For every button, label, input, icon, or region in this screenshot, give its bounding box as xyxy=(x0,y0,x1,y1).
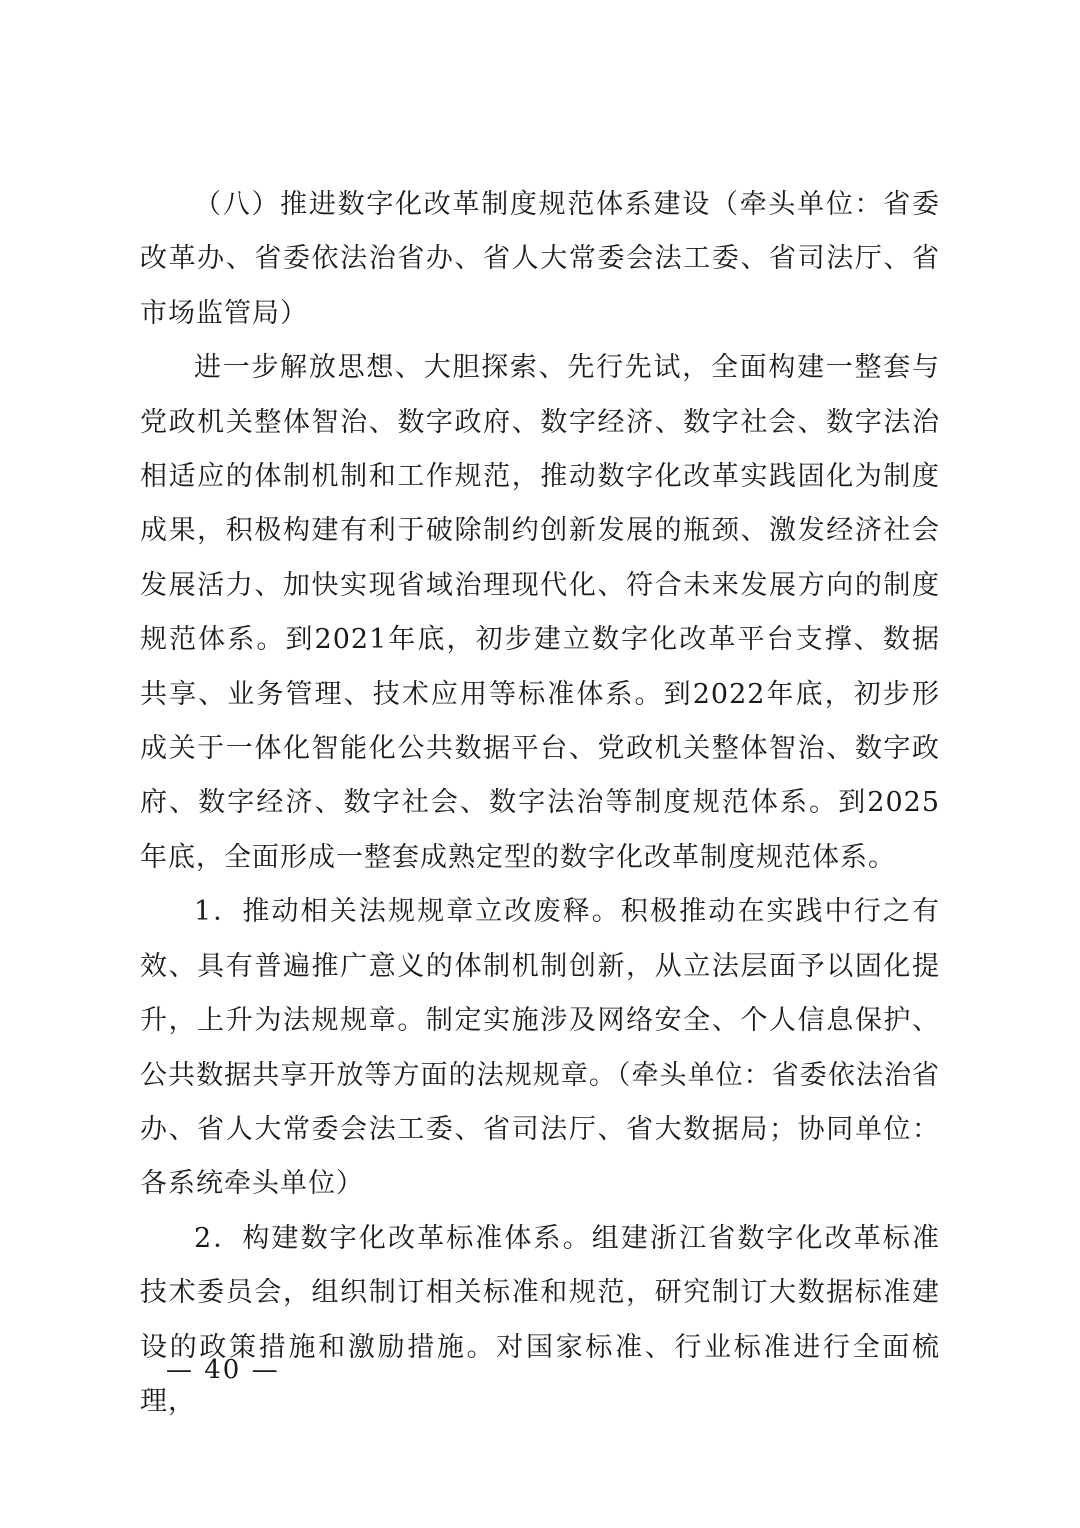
section-body-paragraph: 进一步解放思想、大胆探索、先行先试，全面构建一整套与党政机关整体智治、数字政府、数字经济、数字社会、数字法治相适应的体制机制和工作规范，推动数字化改革实践固化为制度成果，积极构建有利于破除制约创新发展的瓶颈、激发经济社会发展活力、加快实现省域治理现代化、符合未来发展方向的制度规范体系。到2021年底，初步建立数字化改革平台支撑、数据共享、业务管理、技术应用等标准体系。到2022年底，初步形成关于一体化智能化公共数据平台、党政机关整体智治、数字政府、数字经济、数字社会、数字法治等制度规范体系。到2025年底，全面形成一整套成熟定型的数字化改革制度规范体系。 xyxy=(140,352,940,873)
list-item-2: 2．构建数字化改革标准体系。组建浙江省数字化改革标准技术委员会，组织制订相关标准和规范，研究制订大数据标准建设的政策措施和激励措施。对国家标准、行业标准进行全面梳理， xyxy=(140,1222,940,1417)
list-item-1: 1．推动相关法规规章立改废释。积极推动在实践中行之有效、具有普遍推广意义的体制机制创新，从立法层面予以固化提升，上升为法规规章。制定实施涉及网络安全、个人信息保护、公共数据共享开放等方面的法规规章。（牵头单位：省委依法治省办、省人大常委会法工委、省司法厅、省大数据局；协同单位：各系统牵头单位） xyxy=(140,896,940,1200)
page-number: — 40 — xyxy=(166,1355,280,1385)
document-page xyxy=(140,178,940,1429)
section-heading: （八）推进数字化改革制度规范体系建设（牵头单位：省委改革办、省委依法治省办、省人大常委会法工委、省司法厅、省市场监管局） xyxy=(140,189,940,329)
